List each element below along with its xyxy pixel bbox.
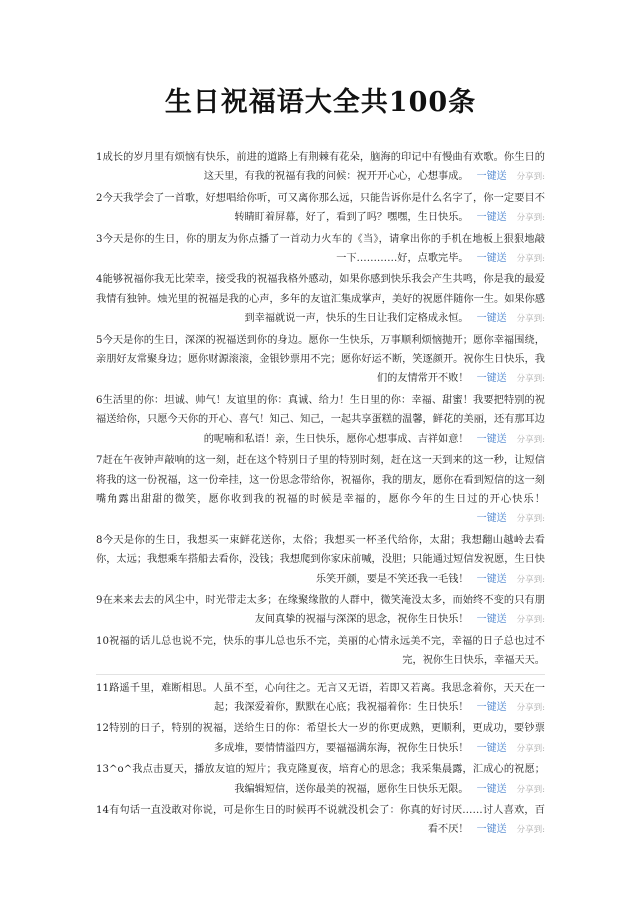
greeting-text: 5今天是你的生日，深深的祝福送到你的身边。愿你一生快乐，万事顺利烦恼抛开；愿你幸福围绕，亲朋好友常聚身边；愿你财源滚滚，金银钞票用不完；愿你好运不断，笑逐颜开。祝你生日快乐，我们的友情常开不败！ <box>96 334 545 385</box>
list-item <box>96 591 545 632</box>
list-item <box>96 760 545 801</box>
item-actions <box>469 743 545 754</box>
greeting-text: 8今天是你的生日，我想买一束鲜花送你，太俗；我想买一杯圣代给你，太甜；我想翻山越岭去看你，太远；我想乘车搭船去看你，没钱；我想爬到你家床前喊，没胆；只能通过短信发祝愿，生日快乐笑开颜，要是不笑还我一毛钱！ <box>96 534 545 585</box>
share-label[interactable]: 分享到: <box>516 514 545 525</box>
send-link[interactable]: 一键送 <box>476 513 507 525</box>
item-actions <box>469 373 545 384</box>
send-link[interactable]: 一键送 <box>476 253 507 265</box>
item-actions <box>469 824 545 835</box>
item-actions <box>469 784 545 795</box>
share-label[interactable]: 分享到: <box>516 374 545 385</box>
greeting-text: 4能够祝福你我无比荣幸，接受我的祝福我格外感动，如果你感到快乐我会产生共鸣，你是我的最爱我情有独钟。烛光里的祝福是我的心声，多年的友谊汇集成掌声，美好的祝愿伴随你一生。如果你感到幸福就说一声，快乐的生日让我们定格成永恒。 <box>96 274 545 325</box>
share-label[interactable]: 分享到: <box>516 615 545 626</box>
item-actions <box>469 513 545 524</box>
list-item <box>96 270 545 330</box>
item-actions <box>469 614 545 625</box>
list-item <box>96 331 545 391</box>
item-actions <box>469 212 545 223</box>
send-link[interactable]: 一键送 <box>476 742 507 754</box>
share-label[interactable]: 分享到: <box>516 314 545 325</box>
greeting-text: 3今天是你的生日，你的朋友为你点播了一首动力火车的《当》，请拿出你的手机在地板上狠狠地敲一下…………好，点歌完毕。 <box>96 233 545 265</box>
item-actions <box>469 702 545 713</box>
greeting-text: 2今天我学会了一首歌，好想唱给你听，可又离你那么远，只能告诉你是什么名字了，你一定要目不转睛盯着屏幕，好了，看到了吗？嘿嘿，生日快乐。 <box>96 192 545 224</box>
send-link[interactable]: 一键送 <box>476 783 507 795</box>
send-link[interactable]: 一键送 <box>476 433 507 445</box>
greeting-text: 10祝福的话儿总也说不完，快乐的事儿总也乐不完，美丽的心情永远美不完，幸福的日子总也过不完，祝你生日快乐，幸福天天。 <box>96 635 545 667</box>
item-actions <box>469 574 545 585</box>
share-label[interactable]: 分享到: <box>516 254 545 265</box>
list-item <box>96 451 545 531</box>
greeting-text: 14有句话一直没敢对你说，可是你生日的时候再不说就没机会了：你真的好讨厌……讨人喜欢，百看不厌！ <box>96 805 545 836</box>
share-label[interactable]: 分享到: <box>516 172 545 183</box>
share-label[interactable]: 分享到: <box>516 702 545 713</box>
greeting-text: 11路遥千里，难断相思。人虽不至，心向往之。无言又无语，若即又若离。我思念着你，天天在一起；我深爱着你，默默在心底；我祝福着你：生日快乐！ <box>96 682 545 713</box>
send-link[interactable]: 一键送 <box>476 171 507 183</box>
greeting-text: 12特别的日子，特别的祝福，送给生日的你：希望长大一岁的你更成熟，更顺利，更成功，要钞票多成堆，要情情溢四方，要福福满东海，祝你生日快乐！ <box>96 723 545 754</box>
list-item <box>96 632 545 675</box>
send-link[interactable]: 一键送 <box>476 373 507 385</box>
share-label[interactable]: 分享到: <box>516 574 545 585</box>
share-label[interactable]: 分享到: <box>516 743 545 754</box>
send-link[interactable]: 一键送 <box>476 313 507 325</box>
greeting-text: 7赶在午夜钟声敲响的这一刻，赶在这个特别日子里的特别时刻，赶在这一天到来的这一秒，让短信将我的这一份祝福，这一份牵挂，这一份思念带给你，祝福你，我的朋友，愿你在看到短信的这一刻嘴角露出甜甜的微笑，愿你收到我的祝福的时候是幸福的，愿你今年的生日过的开心快乐！ <box>96 455 545 505</box>
greeting-text: 13^o^我点击夏天，播放友谊的短片；我克隆夏夜，培育心的思念；我采集晨露，汇成心的祝愿；我编辑短信，送你最美的祝福，愿你生日快乐无限。 <box>96 764 545 795</box>
share-label[interactable]: 分享到: <box>516 784 545 795</box>
list-item <box>96 391 545 451</box>
greeting-text: 6生活里的你：坦诚、帅气！友谊里的你：真诚、给力！生日里的你：幸福、甜蜜！我要把特别的祝福送给你，只愿今天你的开心、喜气！知己、知己，一起共享蛋糕的温馨，鲜花的美丽，还有那耳边的呢喃和私语！亲，生日快乐，愿你心想事成、吉祥如意！ <box>96 394 545 445</box>
greeting-text: 9在来来去去的风尘中，时光带走太多；在缘聚缘散的人群中，微笑淹没太多，而始终不变的只有朋友间真挚的祝福与深深的思念，祝你生日快乐！ <box>96 594 545 626</box>
list-item <box>96 801 545 842</box>
item-actions <box>469 253 545 264</box>
list-item <box>96 148 545 189</box>
share-label[interactable]: 分享到: <box>516 434 545 445</box>
greeting-list <box>96 148 545 842</box>
send-link[interactable]: 一键送 <box>476 701 507 713</box>
list-item <box>96 230 545 271</box>
greeting-text: 1成长的岁月里有烦恼有快乐，前进的道路上有荆棘有花朵，脑海的印记中有慢曲有欢歌。你生日的这天里，有我的祝福有我的问候：祝开开心心，心想事成。 <box>96 152 545 183</box>
page-title: 生日祝福语大全共100条 <box>164 87 477 118</box>
item-actions <box>469 171 545 182</box>
list-item <box>96 531 545 591</box>
send-link[interactable]: 一键送 <box>476 212 507 224</box>
send-link[interactable]: 一键送 <box>476 824 507 836</box>
share-label[interactable]: 分享到: <box>516 825 545 836</box>
list-item <box>96 189 545 230</box>
send-link[interactable]: 一键送 <box>476 573 507 585</box>
item-actions <box>469 313 545 324</box>
list-item <box>96 679 545 720</box>
share-label[interactable]: 分享到: <box>516 213 545 224</box>
item-actions <box>469 434 545 445</box>
send-link[interactable]: 一键送 <box>476 614 507 626</box>
list-item <box>96 719 545 760</box>
